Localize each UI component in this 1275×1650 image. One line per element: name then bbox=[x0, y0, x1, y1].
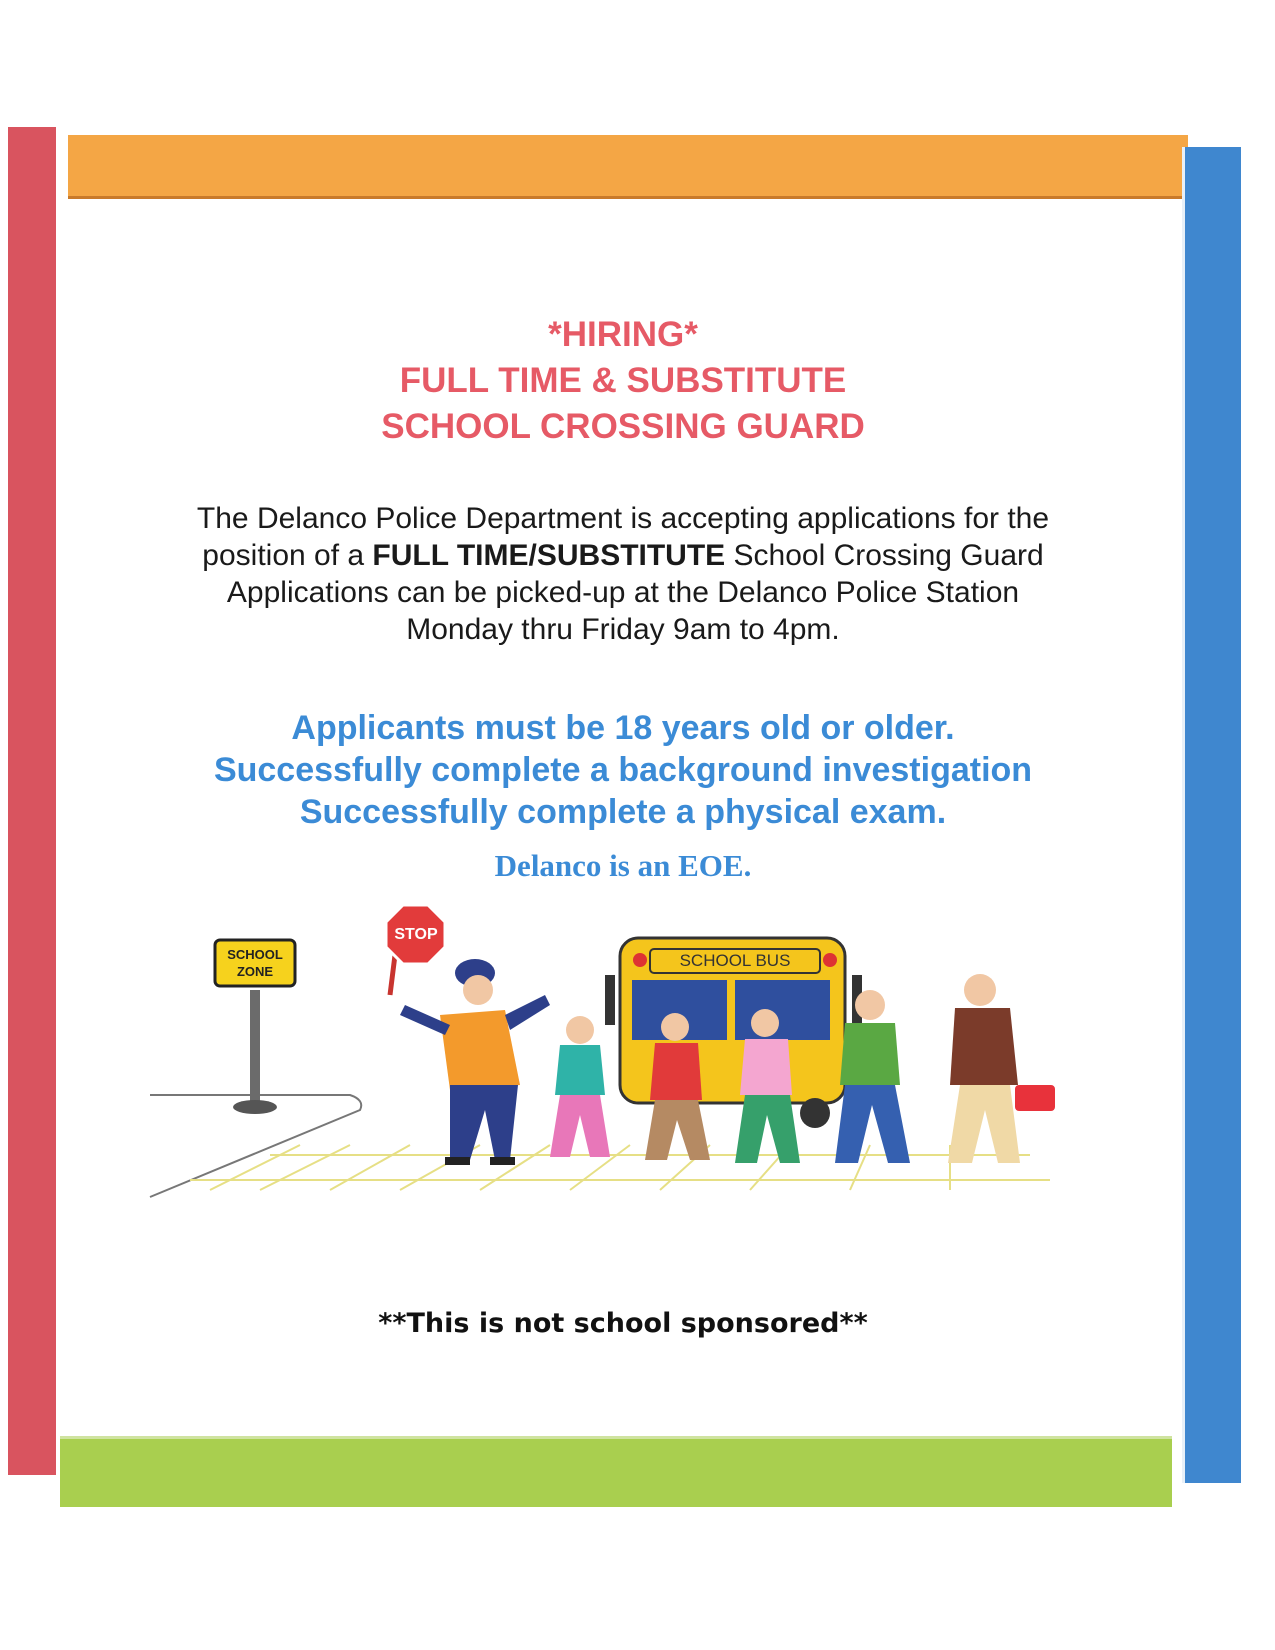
zone-sign-line-2: ZONE bbox=[236, 964, 274, 979]
description-line-1: The Delanco Police Department is accepting applications for the bbox=[196, 502, 1050, 535]
requirement-physical: Successfully complete a physical exam. bbox=[299, 793, 947, 831]
top-orange-border bbox=[68, 135, 1188, 199]
crosswalk bbox=[190, 1145, 1050, 1190]
headline-line-2: FULL TIME & SUBSTITUTE bbox=[399, 361, 847, 400]
bottom-green-border bbox=[60, 1436, 1172, 1507]
requirement-age: Applicants must be 18 years old or older. bbox=[291, 709, 955, 747]
school-zone-sign bbox=[215, 940, 295, 1114]
zone-sign-line-1: SCHOOL bbox=[227, 947, 283, 962]
description-paragraph bbox=[68, 500, 1178, 648]
bus-label: SCHOOL BUS bbox=[679, 951, 791, 970]
crossing-guard-figure bbox=[386, 905, 550, 1165]
disclaimer-footer: **This is not school sponsored** bbox=[378, 1308, 868, 1339]
description-line-3: Applications can be picked-up at the Delanco Police Station bbox=[226, 576, 1020, 609]
requirements-list bbox=[68, 707, 1178, 833]
description-line-2-suffix: School Crossing Guard bbox=[725, 539, 1044, 572]
description-line-4: Monday thru Friday 9am to 4pm. bbox=[406, 613, 840, 646]
crossing-guard-illustration bbox=[150, 926, 1110, 1255]
headline-line-1: *HIRING* bbox=[548, 315, 698, 354]
hiring-headline bbox=[68, 312, 1178, 450]
stop-sign-label: STOP bbox=[394, 926, 438, 943]
description-line-2 bbox=[68, 537, 1178, 574]
left-red-border bbox=[8, 127, 56, 1475]
headline-line-3: SCHOOL CROSSING GUARD bbox=[381, 407, 865, 446]
eoe-statement: Delanco is an EOE. bbox=[494, 848, 752, 883]
requirement-background: Successfully complete a background investigation bbox=[213, 751, 1033, 789]
school-bus bbox=[605, 938, 862, 1128]
description-line-2-prefix: position of a bbox=[202, 539, 373, 572]
right-blue-border bbox=[1182, 147, 1241, 1483]
position-type-bold: FULL TIME/SUBSTITUTE bbox=[372, 539, 726, 572]
